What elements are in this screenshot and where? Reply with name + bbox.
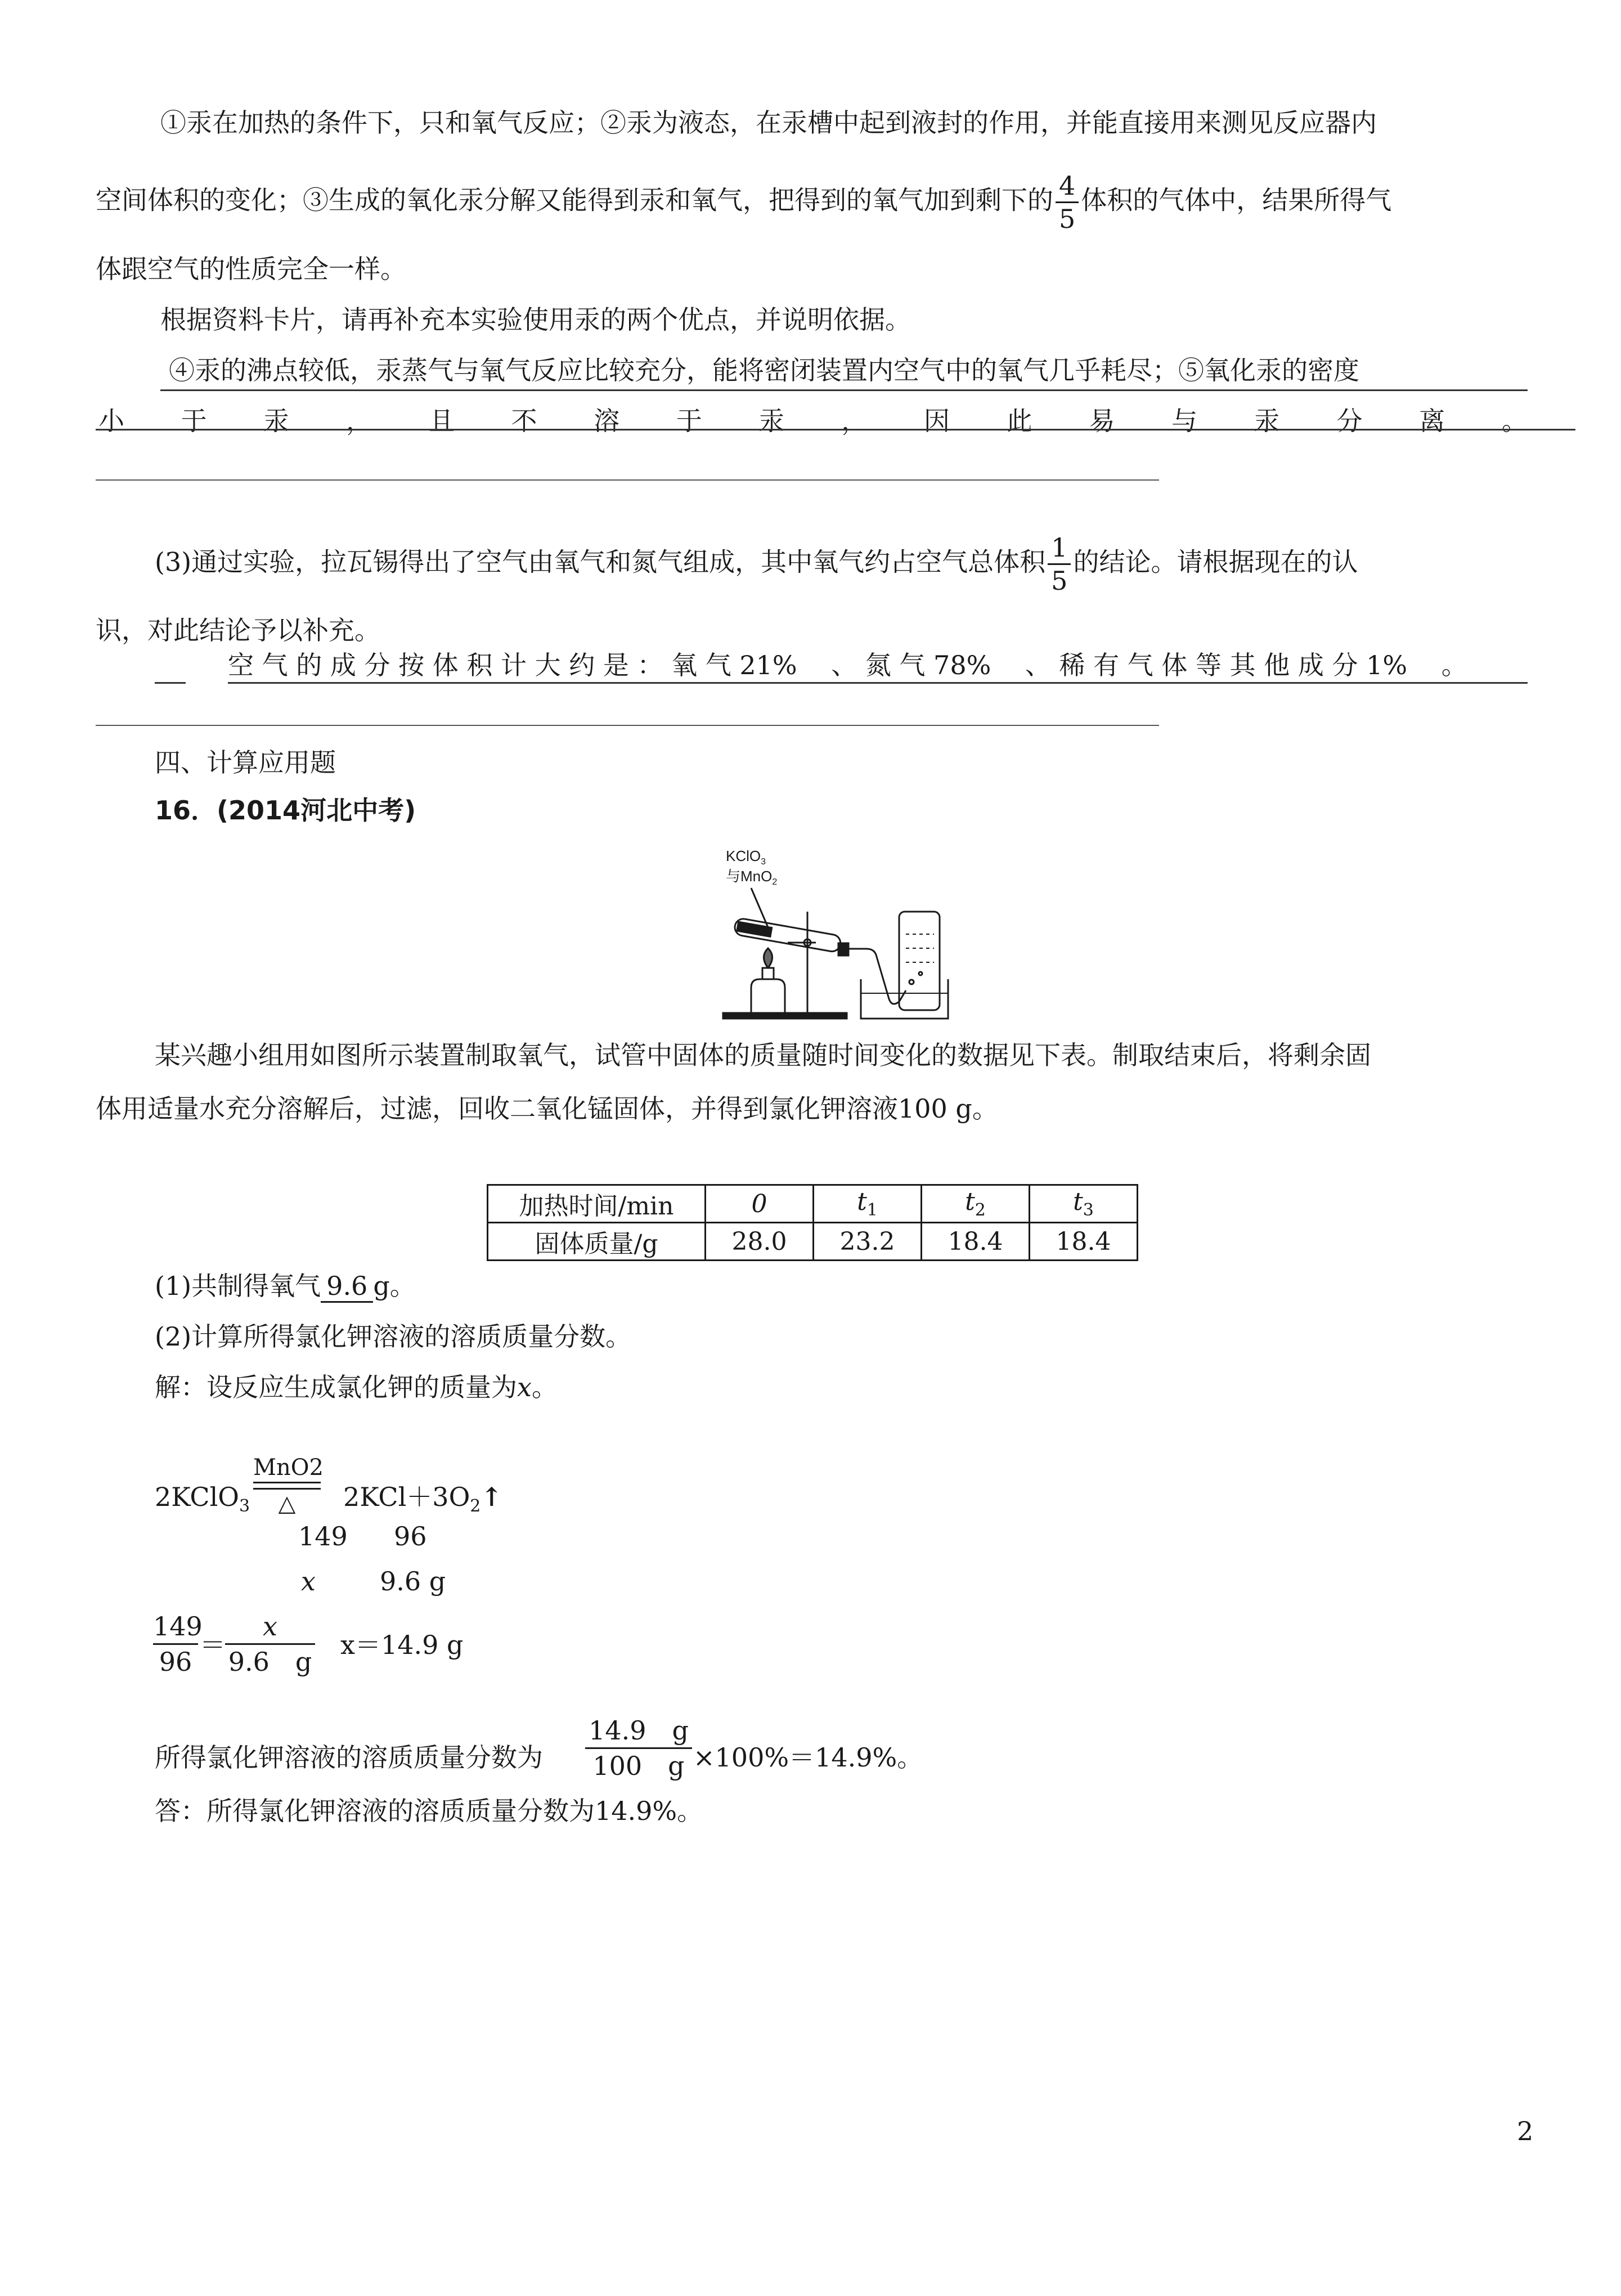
equation-double-line [253,1482,321,1490]
answer-char: 汞 [263,406,290,436]
percent-denominator: 100 g [592,1751,685,1781]
ratio-fraction-2 [225,1609,315,1679]
percent-text: 所得氯化钾溶液的溶质质量分数为 [155,1742,543,1773]
percent-result: ×100%＝14.9%。 [693,1742,923,1773]
table-row [488,1185,1138,1223]
ratio-fraction-1 [153,1609,203,1679]
ratio-result: x＝14.9 g [340,1630,464,1660]
fraction-denominator: 5 [1059,204,1076,234]
final-answer: 答：所得氯化钾溶液的溶质质量分数为14.9%。 [155,1796,703,1826]
answer-1-line-2 [98,404,1528,438]
blank-line-1 [96,479,1159,481]
answer-char: 此 [1006,406,1032,436]
answer-char: 溶 [594,406,620,436]
table-row [488,1223,1138,1261]
answer-char: 于 [181,406,207,436]
q3-line-1-a: (3)通过实验，拉瓦锡得出了空气由氧气和氮气组成，其中氧气约占空气总体积 [155,546,1046,577]
answer-underline-lead [155,682,186,684]
table-cell: 28.0 [706,1223,814,1261]
ratio-denominator-2: 9.6 g [228,1647,312,1677]
heating-data-table [487,1184,1138,1261]
fraction-denominator: 5 [1051,566,1068,596]
text-line-3: 体跟空气的性质完全一样。 [96,254,406,284]
answer-underline-2 [96,429,1575,430]
answer-char: ， [841,406,868,436]
table-cell: 23.2 [814,1223,922,1261]
table-cell: 18.4 [1030,1223,1138,1261]
q16-text-line-2: 体用适量水充分溶解后，过滤，回收二氧化锰固体，并得到氯化钾溶液100 g。 [96,1093,998,1124]
table-header-cell: 加热时间/min [488,1185,706,1223]
q3-answer: 空 气 的 成 分 按 体 积 计 大 约 是 ： 氧 气 21% 、 氮 气 78% 、 稀 有 气 体 等 其 他 成 分 1% 。 [228,650,1467,680]
equation-catalyst: MnO2 [253,1455,324,1481]
answer-char: 于 [676,406,702,436]
answer-underline-1 [160,389,1528,391]
answer-char: 汞 [1254,406,1280,436]
table-cell: $t_2$ [922,1185,1030,1223]
solution-part-1-text: (1)共制得氧气 [155,1271,321,1301]
solution-part-1 [155,1269,416,1303]
table-cell: 0 [706,1185,814,1223]
fraction-one-fifth [1048,532,1071,597]
answer-char: 因 [924,406,950,436]
solution-let-end: 。 [531,1372,558,1402]
fraction-numerator: 1 [1048,532,1071,565]
equation-product: $2KCl+3O_2↑$ [343,1482,502,1517]
solution-let [155,1370,558,1404]
answer-char: 。 [1501,406,1528,436]
ratio-denominator-1: 96 [159,1647,192,1677]
page-number: 2 [1517,2116,1534,2146]
stoich-96: 96 [394,1521,427,1551]
solution-part-1-answer: 9.6 [321,1271,373,1303]
blank-line-2 [96,725,1159,726]
equation-heat: △ [278,1491,296,1517]
q3-line-1-b: 的结论。请根据现在的认 [1073,546,1358,577]
ratio-numerator-2: x [225,1609,315,1645]
question-16-label [155,793,416,827]
equation-condition [253,1455,324,1517]
answer-char: ， [346,406,372,436]
answer-char: 分 [1336,406,1363,436]
solution-let-var: x [517,1372,532,1402]
question-16-text: 16．(2014河北中考) [155,795,416,826]
percent-fraction [585,1714,692,1783]
answer-char: 汞 [758,406,785,436]
text-line-2 [96,170,1391,235]
fraction-numerator: 4 [1056,170,1079,203]
q3-line-1 [155,532,1358,597]
answer-char: 且 [428,406,455,436]
table-header-cell: 固体质量/g [488,1223,706,1261]
table-cell: 18.4 [922,1223,1030,1261]
solution-part-2: (2)计算所得氯化钾溶液的溶质质量分数。 [155,1321,632,1352]
oxygen-apparatus-diagram [720,844,957,1030]
stoich-149: 149 [298,1521,348,1551]
q16-text-line-1: 某兴趣小组用如图所示装置制取氧气，试管中固体的质量随时间变化的数据见下表。制取结束后，将剩余固 [155,1040,1371,1070]
section-heading: 四、计算应用题 [155,747,336,778]
fraction-four-fifths [1056,170,1079,235]
text-line-1: ①汞在加热的条件下，只和氧气反应；②汞为液态，在汞槽中起到液封的作用，并能直接用来测见反应器内 [160,107,1377,138]
answer-char: 与 [1171,406,1198,436]
equation-reactant: 2KClO$_3$ [155,1482,250,1517]
q3-line-2: 识，对此结论予以补充。 [96,615,380,645]
answer-char: 离 [1419,406,1445,436]
answer-char: 易 [1089,406,1115,436]
solution-part-1-unit: g。 [373,1271,416,1301]
answer-char: 小 [98,406,124,436]
stoich-x: x [301,1566,316,1597]
ratio-numerator-1: 149 [153,1609,198,1645]
solution-let-text: 解：设反应生成氯化钾的质量为 [155,1372,517,1402]
ratio-equals: ＝ [200,1630,226,1660]
text-line-4: 根据资料卡片，请再补充本实验使用汞的两个优点，并说明依据。 [160,304,911,335]
percent-numerator: 14.9 g [585,1714,692,1749]
table-cell: $t_3$ [1030,1185,1138,1223]
table-cell: $t_1$ [814,1185,922,1223]
answer-underline-3 [228,682,1528,684]
stoich-mass: 9.6 g [380,1566,446,1597]
apparatus-label-2: 与MnO$_2$ [726,868,778,887]
answer-char: 不 [511,406,537,436]
text-line-2-a: 空间体积的变化；③生成的氧化汞分解又能得到汞和氧气，把得到的氧气加到剩下的 [96,185,1053,216]
apparatus-label-1: KClO$_3$ [726,847,766,867]
text-line-2-b: 体积的气体中，结果所得气 [1081,185,1392,216]
answer-1-line-1: ④汞的沸点较低，汞蒸气与氧气反应比较充分，能将密闭装置内空气中的氧气几乎耗尽；⑤氧化汞的密度 [169,355,1359,385]
